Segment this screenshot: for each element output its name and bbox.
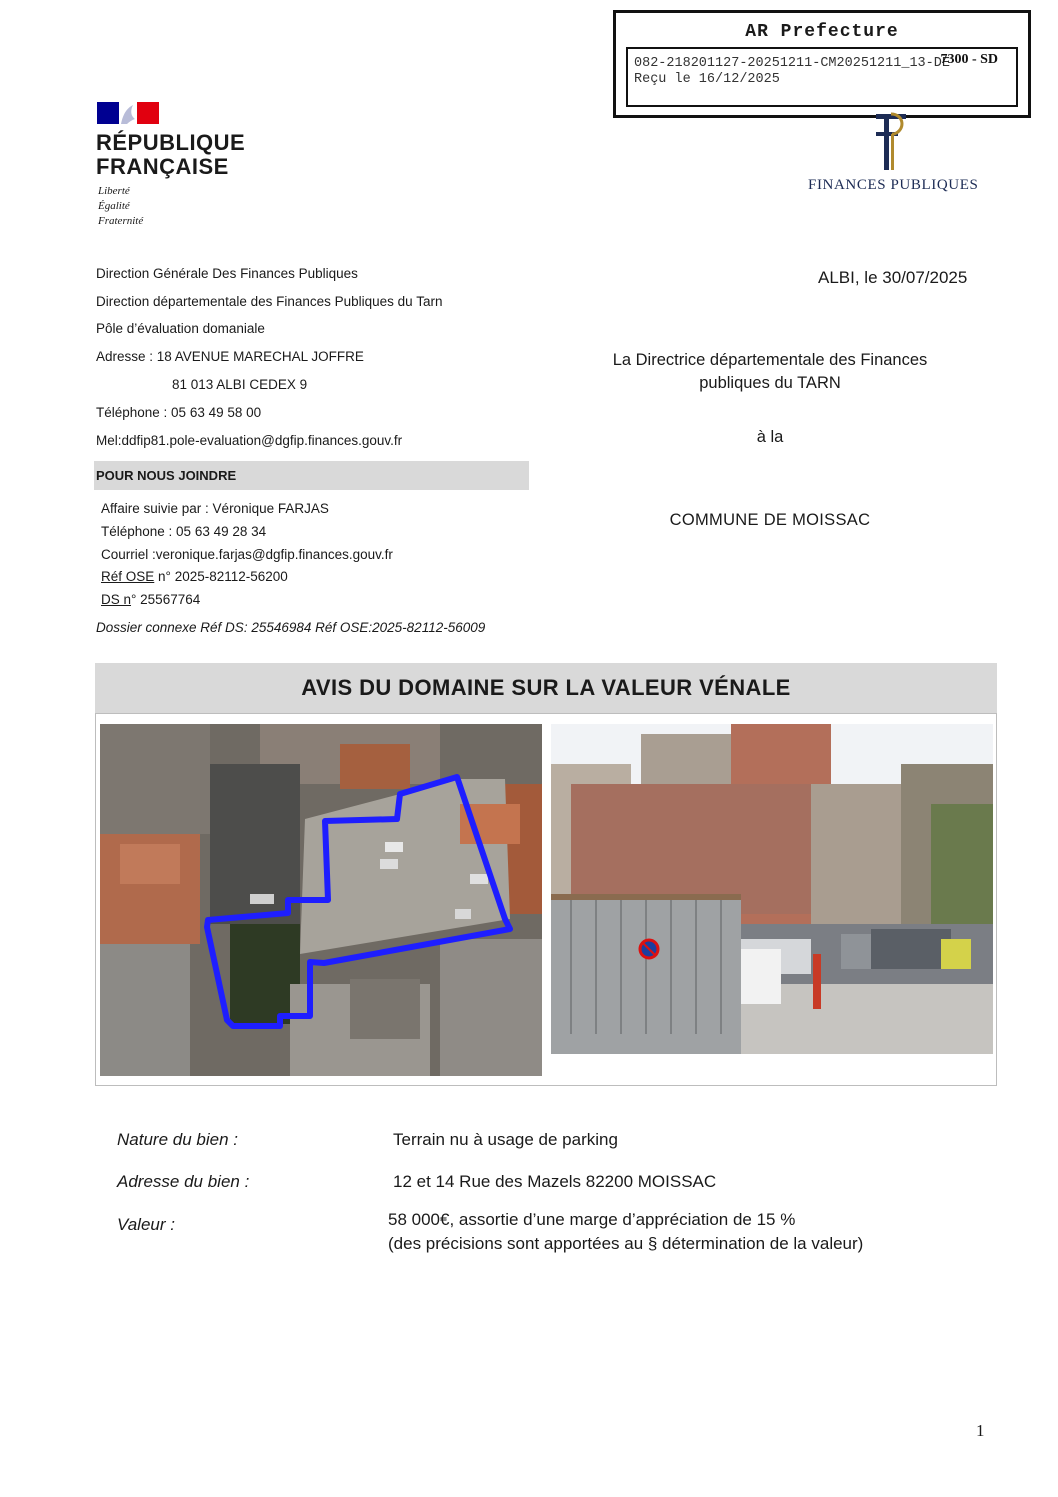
republic-motto: [98, 184, 143, 229]
ose-value: n° 2025-82112-56200: [154, 569, 288, 584]
recipient-from-line2: publiques du TARN: [699, 374, 841, 392]
sender-phone: Téléphone : 05 63 49 58 00: [96, 405, 262, 420]
contact-followed-by: Affaire suivie par : Véronique FARJAS: [101, 501, 329, 516]
page-number: 1: [976, 1421, 985, 1440]
sender-pole: Pôle d’évaluation domaniale: [96, 321, 265, 336]
francaise-line: FRANÇAISE: [96, 154, 229, 179]
address-label: Adresse du bien :: [117, 1172, 250, 1191]
recipient-organization: COMMUNE DE MOISSAC: [669, 511, 871, 529]
stamp-reference: 082-218201127-20251211-CM20251211_13-DE: [634, 56, 950, 71]
value-amount: 58 000€, assortie d’une marge d’appréciation de 15 %: [388, 1210, 796, 1229]
letter-date: ALBI, le 30/07/2025: [818, 268, 968, 287]
sender-ddfip: Direction départementale des Finances Publiques du Tarn: [96, 294, 443, 309]
republique-francaise-wordmark: [96, 131, 245, 179]
contact-email: Courriel :veronique.farjas@dgfip.finances.gouv.fr: [101, 547, 393, 562]
stamp-title: AR Prefecture: [745, 22, 899, 42]
related-file: Dossier connexe Réf DS: 25546984 Réf OSE:2025-82112-56009: [96, 620, 486, 635]
sender-email: Mel:ddfip81.pole-evaluation@dgfip.finances.gouv.fr: [96, 433, 403, 448]
stamp-details: [626, 47, 1018, 107]
aerial-photo-image: [100, 724, 542, 1076]
contact-heading: POUR NOUS JOINDRE: [96, 468, 237, 483]
motto-fraternite: Fraternité: [98, 215, 144, 227]
contact-ds-reference: [101, 592, 200, 607]
value-label: Valeur :: [117, 1215, 175, 1234]
ose-label: Réf OSE: [101, 569, 155, 584]
contact-phone: Téléphone : 05 63 49 28 34: [101, 524, 267, 539]
sender-address: Adresse : 18 AVENUE MARECHAL JOFFRE: [96, 349, 364, 364]
notice-title-bar: [95, 663, 997, 713]
nature-value: Terrain nu à usage de parking: [393, 1130, 618, 1149]
ds-value: ° 25567764: [131, 592, 201, 607]
republique-line: RÉPUBLIQUE: [96, 130, 246, 155]
value-note: (des précisions sont apportées au § détermination de la valeur): [388, 1234, 864, 1253]
finances-publiques-wordmark: FINANCES PUBLIQUES: [808, 177, 979, 193]
notice-title: AVIS DU DOMAINE SUR LA VALEUR VÉNALE: [301, 675, 791, 700]
stamp-code: 7300 - SD: [940, 52, 998, 67]
property-images-frame: [95, 713, 997, 1086]
street-photo-image: [551, 724, 993, 1054]
motto-egalite: Égalité: [98, 200, 130, 212]
ar-prefecture-stamp: [613, 10, 1031, 118]
recipient-from-line1: La Directrice départementale des Finances: [612, 351, 928, 369]
finances-publiques-logo-icon: [860, 110, 920, 178]
motto-liberte: Liberté: [98, 185, 130, 197]
address-value: 12 et 14 Rue des Mazels 82200 MOISSAC: [393, 1172, 717, 1191]
sender-dgfip: Direction Générale Des Finances Publiques: [96, 266, 358, 281]
stamp-received-date: Reçu le 16/12/2025: [634, 72, 780, 87]
recipient-to: à la: [756, 428, 784, 446]
contact-section-header: [94, 461, 529, 490]
nature-label: Nature du bien :: [117, 1130, 238, 1149]
contact-ose-reference: [101, 569, 288, 584]
recipient-from: [560, 349, 980, 395]
sender-city: 81 013 ALBI CEDEX 9: [172, 377, 308, 392]
ds-label: DS n: [101, 592, 132, 607]
marianne-flag-logo: [97, 102, 159, 124]
